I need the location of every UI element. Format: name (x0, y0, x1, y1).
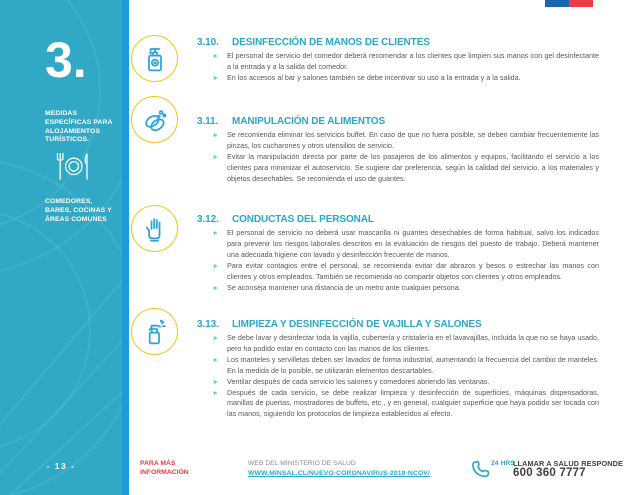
list-item (213, 73, 599, 84)
bullet-marker: » (213, 354, 217, 364)
spray-bottle-icon (131, 308, 178, 355)
call-label: LLAMAR A SALUD RESPONDE (513, 459, 623, 468)
ministry-web-label: WEB DEL MINISTERIO DE SALUD (248, 460, 356, 467)
section-title: CONDUCTAS DEL PERSONAL (232, 214, 374, 225)
bullet-text: Para evitar contagios entre el personal, se recomienda evitar dar abrazos y besos o estrechar las manos con clientes y otros empleados. También se recomienda no compartir objetos con clientes y otros empleados. (227, 260, 599, 281)
section-3-12 (197, 214, 615, 293)
sidebar-accent-strip (122, 0, 129, 495)
bullet-text: Se debe lavar y desinfectar toda la vajilla, cubertería y cristalería en el lavavajillas, incluida la que no se haya usado, pero ha podido estar en contacto con las manos de los clientes. (227, 333, 599, 353)
washing-hands-icon (131, 96, 178, 143)
section-number: 3.12. (197, 214, 219, 225)
phone-icon (469, 458, 493, 482)
phone-number: 600 360 7777 (513, 467, 586, 479)
section-title: DESINFECCIÓN DE MANOS DE CLIENTES (232, 37, 430, 48)
flag-red-block (569, 0, 593, 7)
bullet-marker: » (213, 376, 217, 386)
sanitizer-bottle-icon (131, 35, 178, 82)
section-title: LIMPIEZA Y DESINFECCIÓN DE VAJILLA Y SALONES (232, 319, 482, 330)
list-item (213, 261, 599, 283)
section-title: MANIPULACIÓN DE ALIMENTOS (232, 116, 386, 127)
section-number: 3.13. (197, 319, 219, 330)
bullet-marker: » (213, 51, 217, 60)
flag-blue-block (545, 0, 569, 7)
list-item (213, 377, 599, 388)
glove-icon (131, 205, 178, 252)
list-item (213, 51, 599, 73)
hours-badge: 24 HRS (491, 460, 515, 467)
section-number: 3.11. (197, 116, 219, 127)
bullet-marker: » (213, 151, 217, 161)
list-item (213, 130, 599, 152)
chapter-number: 3. (45, 32, 87, 88)
section-3-13 (197, 319, 615, 420)
bullet-text: En los accesos al bar y salones también se debe incentivar su uso a la entrada y a la salida. (227, 72, 521, 82)
list-item (213, 388, 599, 421)
list-item (213, 228, 599, 261)
bullet-marker: » (213, 260, 217, 270)
bullet-text: Los manteles y servilletas deben ser lavados de forma industrial, aumentando la frecuencia del cambio de manteles. En la medida de lo posible, se utilizarán elementos descartables. (227, 354, 599, 375)
bullet-text: Después de cada servicio, se debe realizar limpieza y desinfección de superficies, máquinas dispensadoras, manillas de puertas, mostradores de buffets, etc., y en general, cualquier superficie que haya podido ser tocada con las manos, siguiendo los protocolos de limpieza establecidos al efecto. (227, 387, 599, 419)
list-item (213, 355, 599, 377)
bullet-marker: » (213, 282, 217, 292)
more-info-label: PARA MÁS INFORMACIÓN (140, 460, 189, 476)
bullet-text: Se recomienda eliminar los servicios buffet. En caso de que no fuera posible, se deben cambiar frecuentemente las pinzas, los cucharones y otros utensilios de servicio. (227, 130, 599, 150)
bullet-marker: » (213, 72, 217, 82)
chapter-title: MEDIDAS ESPECÍFICAS PARA ALOJAMIENTOS TURÍSTICOS. (45, 110, 113, 144)
cutlery-plate-icon (52, 150, 92, 186)
bullet-text: El personal de servicio del comedor deberá recomendar a los clientes que limpien sus manos con gel desinfectante a la entrada y a la salida del comedor. (227, 51, 599, 71)
bullet-marker: » (213, 333, 217, 342)
list-item (213, 333, 599, 355)
bullet-text: Evitar la manipulación directa por parte de los pasajeros de los alimentos y equipos, facilitando el servicio a los clientes para minimizar el autoservicio. Se sugiere dar preferencia, según la calidad del servicio, a los materiales y objetos desechables. Se recomienda el uso de guantes. (227, 151, 599, 183)
list-item (213, 283, 599, 294)
section-3-10 (197, 37, 615, 84)
bullet-marker: » (213, 228, 217, 237)
section-number: 3.10. (197, 37, 219, 48)
bullet-text: El personal de servicio no deberá usar mascarilla ni guantes desechables de forma habitual, salvo los indicados para prevenir los riesgos laborales descritos en la evaluación de riesgos del puesto de trabajo. Deberá mantener una adecuada higiene con lavado y desinfección frecuente de manos. (227, 228, 599, 259)
bullet-marker: » (213, 130, 217, 139)
sidebar (0, 0, 122, 495)
bullet-marker: » (213, 387, 217, 397)
section-3-11 (197, 116, 615, 185)
ministry-web-link[interactable]: WWW.MINSAL.CL/NUEVO-CORONAVIRUS-2019-NCOV/ (248, 470, 430, 477)
page-number: - 13 - (46, 461, 76, 471)
chile-flag-mark (545, 0, 593, 7)
bullet-text: Se aconseja mantener una distancia de un metro ante cualquier persona. (227, 282, 461, 292)
list-item (213, 152, 599, 185)
section-label: COMEDORES, BARES, COCINAS Y ÁREAS COMUNES (45, 198, 112, 223)
bullet-text: Ventilar después de cada servicio los salones y comedores abriendo las ventanas. (227, 376, 490, 386)
